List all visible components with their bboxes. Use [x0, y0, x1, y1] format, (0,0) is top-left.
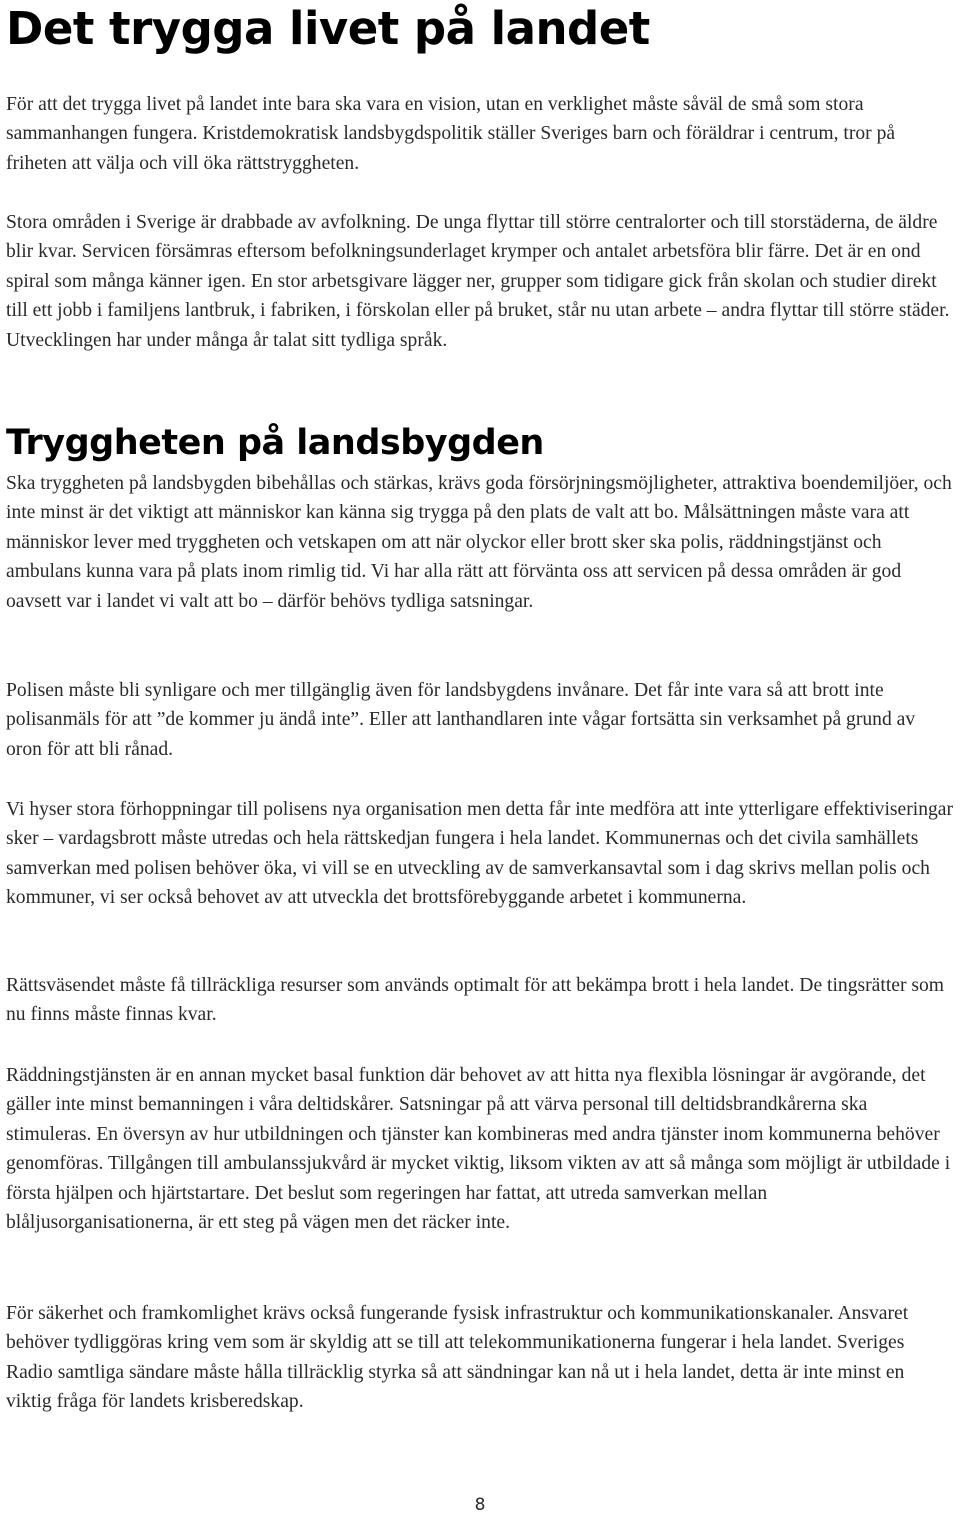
paragraph-rescue-services: Räddningstjänsten är en annan mycket basal funktion där behovet av att hitta nya flexibla lösningar är avgörande, det gäller inte minst bemanningen i våra deltidskårer. Satsningar på att värva personal till deltidsbrandkårerna ska stimuleras. En översyn av hur utbildningen och tjänster kan kombineras med andra tjänster inom kommunerna behöver genomföras. Tillgången till ambulanssjukvård är mycket viktig, liksom vikten av att så många som möjligt är utbildade i första hjälpen och hjärtstartare. Det beslut som regeringen har fattat, att utreda samverkan mellan blåljusorganisationerna, är ett steg på vägen men det räcker inte. [6, 1065, 951, 1234]
paragraph-intro: För att det trygga livet på landet inte bara ska vara en vision, utan en verklighet måste såväl de små som stora sammanhangen fungera. Kristdemokratisk landsbygdspolitik ställer Sveriges barn och föräldrar i centrum, tror på friheten att välja och vill öka rättstryggheten. [6, 94, 896, 174]
page-title: Det trygga livet på landet [6, 2, 650, 55]
paragraph-police-organisation: Vi hyser stora förhoppningar till polisens nya organisation men detta får inte medföra att inte ytterligare effektiviseringar sker – vardagsbrott måste utredas och hela rättskedjan fungera i hela landet. Kommunernas och det civila samhällets samverkan med polisen behöver öka, vi vill se en utveckling av de samverkansavtal som i dag skrivs mellan polis och kommuner, vi ser också behovet av att utveckla det brottsförebyggande arbetet i kommunerna. [6, 799, 954, 909]
paragraph-security: Ska tryggheten på landsbygden bibehållas och stärkas, krävs goda försörjningsmöjligheter, attraktiva boendemiljöer, och inte minst är det viktigt att människor kan känna sig trygga på den plats de valt att bo. Målsättningen måste vara att människor lever med tryggheten och vetskapen om att när olyckor eller brott sker ska polis, räddningstjänst och ambulans kunna vara på plats inom rimlig tid. Vi har alla rätt att förvänta oss att servicen på dessa områden är god oavsett var i landet vi valt att bo – därför behövs tydliga satsningar. [6, 473, 952, 612]
paragraph-judiciary: Rättsväsendet måste få tillräckliga resurser som används optimalt för att bekämpa brott i hela landet. De tingsrätter som nu finns måste finnas kvar. [6, 975, 945, 1026]
section-heading: Tryggheten på landsbygden [6, 423, 544, 463]
paragraph-depopulation: Stora områden i Sverige är drabbade av avfolkning. De unga flyttar till större centralorter och till storstäderna, de äldre blir kvar. Servicen försämras eftersom befolkningsunderlaget krymper och antalet arbetsföra blir färre. Det är en ond spiral som många känner igen. En stor arbetsgivare lägger ner, grupper som tidigare gick från skolan och studier direkt till ett jobb i familjens lantbruk, i fabriken, i förskolan eller på bruket, står nu utan arbete – andra flyttar till större städer. Utvecklingen har under många år talat sitt tydliga språk. [6, 212, 950, 351]
page-number: 8 [474, 1495, 486, 1515]
paragraph-police: Polisen måste bli synligare och mer tillgänglig även för landsbygdens invånare. Det får inte vara så att brott inte polisanmäls för att ”de kommer ju ändå inte”. Eller att lanthandlaren inte vågar fortsätta sin verksamhet på grund av oron för att bli rånad. [6, 680, 916, 760]
paragraph-infrastructure: För säkerhet och framkomlighet krävs också fungerande fysisk infrastruktur och kommunikationskanaler. Ansvaret behöver tydliggöras kring vem som är skyldig att se till att telekommunikationerna fungerar i hela landet. Sveriges Radio samtliga sändare måste hålla tillräcklig styrka så att sändningar kan nå ut i hela landet, detta är inte minst en viktig fråga för landets krisberedskap. [6, 1303, 909, 1413]
